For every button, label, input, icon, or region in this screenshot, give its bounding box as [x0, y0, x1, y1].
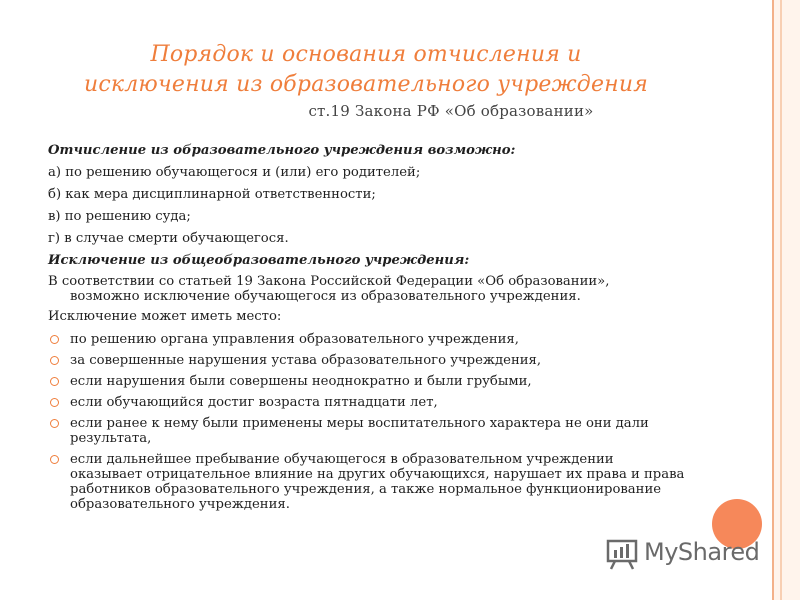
- section-2-intro: Исключение может иметь место:: [48, 309, 282, 324]
- right-decorative-border: [772, 0, 800, 600]
- section-1-item: г) в случае смерти обучающегося.: [48, 231, 289, 246]
- logo-text: MyShared: [644, 538, 760, 566]
- right-border-line: [780, 0, 782, 600]
- title-line-3: ст.19 Закона РФ «Об образовании»: [308, 102, 594, 120]
- list-item: [48, 374, 688, 389]
- list-item: [48, 416, 688, 446]
- section-2-heading: Исключение из общеобразовательного учреждения:: [48, 253, 470, 268]
- list-item-text: по решению органа управления образовательного учреждения,: [70, 332, 519, 347]
- list-item: [48, 452, 688, 512]
- slide-content: [48, 142, 688, 512]
- section-1-item: в) по решению суда;: [48, 209, 191, 224]
- list-item-text: если обучающийся достиг возраста пятнадцати лет,: [70, 395, 438, 410]
- slide: [16, 14, 772, 582]
- bullet-icon: [50, 356, 59, 365]
- list-item: [48, 353, 688, 368]
- myshared-logo[interactable]: [606, 534, 766, 574]
- bullet-icon: [50, 377, 59, 386]
- bullet-list: [48, 332, 688, 512]
- section-2-text-line: В соответствии со статьей 19 Закона Российской Федерации «Об образовании»,: [48, 274, 610, 289]
- list-item-text: если нарушения были совершены неоднократно и были грубыми,: [70, 374, 532, 389]
- list-item: [48, 395, 688, 410]
- title-line-2: исключения из образовательного учреждения: [83, 72, 649, 97]
- list-item-text: если ранее к нему были применены меры воспитательного характера не они дали результата,: [70, 416, 649, 446]
- presentation-board-icon: [606, 538, 640, 570]
- bullet-icon: [50, 455, 59, 464]
- list-item-text: за совершенные нарушения устава образовательного учреждения,: [70, 353, 542, 368]
- bullet-icon: [50, 419, 59, 428]
- list-item: [48, 332, 688, 347]
- slide-title: [16, 40, 716, 122]
- title-line-1: Порядок и основания отчисления и: [150, 42, 582, 67]
- section-1-heading: Отчисление из образовательного учреждения возможно:: [48, 143, 516, 158]
- bullet-icon: [50, 335, 59, 344]
- bullet-icon: [50, 398, 59, 407]
- list-item-text: если дальнейшее пребывание обучающегося в образовательном учреждении оказывает отрицательное влияние на других обучающихся, нарушает их права и права работников образовательного учреждения, а также нормальное функционирование образовательного учреждения.: [70, 452, 685, 512]
- section-1-item: б) как мера дисциплинарной ответственности;: [48, 187, 376, 202]
- section-2-text-line: возможно исключение обучающегося из образовательного учреждения.: [70, 289, 581, 304]
- section-1-item: а) по решению обучающегося и (или) его родителей;: [48, 165, 421, 180]
